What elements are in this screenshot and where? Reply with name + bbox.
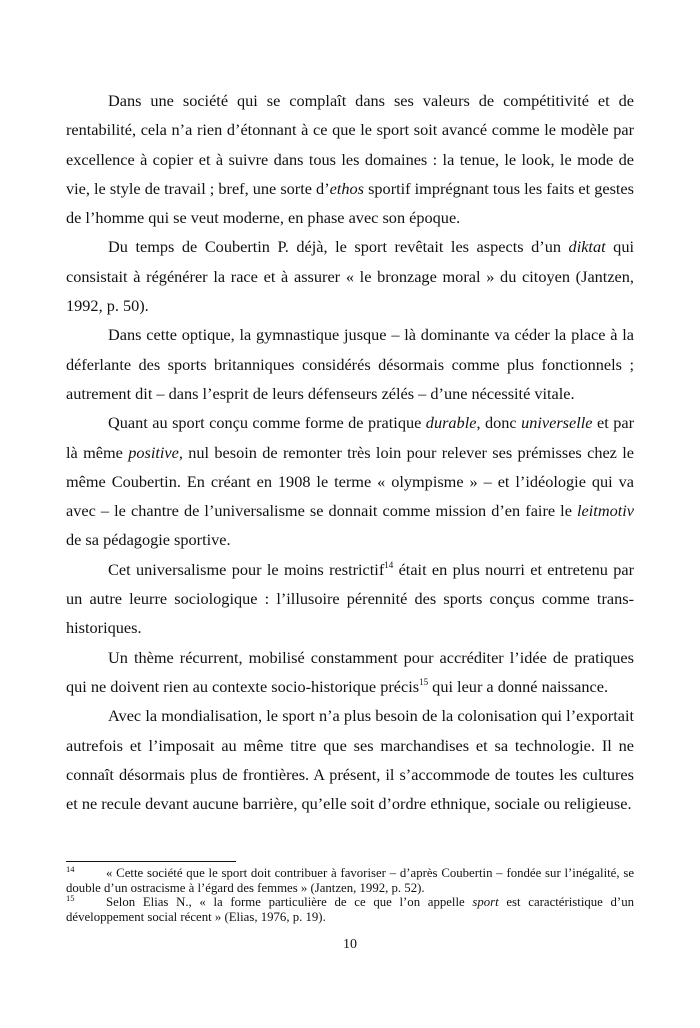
paragraph — [66, 86, 634, 232]
italic-run: positive, — [128, 442, 183, 462]
italic-run: leitmotiv — [577, 501, 634, 521]
text-run: Selon Elias N., « la forme particulière de ce que l’on appelle — [106, 895, 473, 910]
text-run: nul besoin de remonter très loin pour relever ses prémisses chez le même Coubertin. En créant en 1908 le terme « olympisme » – et l’idéologie qui va avec – le chantre de l’universalisme se donnait comme mission d’en faire le — [66, 442, 634, 521]
italic-run: durable — [425, 413, 477, 433]
text-run: était en plus nourri et entretenu par un autre leurre sociologique : l’illusoire pérennité des sports conçus comme trans-historiques. — [66, 559, 635, 638]
document-page — [66, 86, 634, 818]
text-run: de sa pédagogie sportive. — [66, 530, 231, 550]
footnotes — [66, 866, 634, 924]
italic-run: diktat — [568, 237, 606, 257]
text-run: Avec la mondialisation, le sport n’a plus besoin de la colonisation qui l’exportait autrefois et l’imposait au même titre que ses marchandises et sa technologie. Il ne connaît désormais plus de frontières. A présent, il s’accommode de toutes les cultures et ne recule devant aucune barrière, qu’elle soit d’ordre ethnique, sociale ou religieuse. — [66, 706, 634, 814]
italic-run: ethos — [329, 178, 364, 198]
footnote-separator — [66, 861, 236, 862]
text-run: « Cette société que le sport doit contribuer à favoriser – d’après Coubertin – fondée sur l’inégalité, se double d’un ostracisme à l’égard des femmes » (Jantzen, 1992, p. 52). — [66, 866, 634, 895]
footnote-reference[interactable]: 14 — [384, 559, 394, 570]
text-run: Cet universalisme pour le moins restrictif — [108, 559, 385, 579]
text-run: Dans une société qui se complaît dans ses valeurs de compétitivité et de rentabilité, cela n’a rien d’étonnant à ce que le sport soit avancé comme le modèle par excellence à copier et à suivre dans tous les domaines : la tenue, le look, le mode de vie, le style de travail ; bref, une sorte d’ — [66, 91, 634, 198]
paragraph — [66, 643, 634, 702]
footnote-reference[interactable]: 15 — [419, 676, 429, 687]
text-run: Un thème récurrent, mobilisé constamment pour accréditer l’idée de pratiques qui ne doivent rien au contexte socio-historique précis — [66, 647, 634, 696]
text-run: qui leur a donné naissance. — [428, 676, 609, 696]
italic-run: sport — [472, 895, 499, 910]
text-run: , donc — [476, 413, 522, 433]
paragraph — [66, 320, 634, 408]
footnote: 14 « Cette société que le sport doit contribuer à favoriser – d’après Coubertin – fondée sur l’inégalité, se double d’un ostracisme à l’égard des femmes » (Jantzen, 1992, p. 52). — [66, 864, 634, 895]
text-run: est caractéristique d’un développement social récent » (Elias, 1976, p. 19). — [66, 895, 634, 924]
text-run: Quant au sport conçu comme forme de pratique — [108, 413, 426, 433]
text-run: Dans cette optique, la gymnastique jusque – là dominante va céder la place à la déferlante des sports britanniques considérés désormais comme plus fonctionnels ; autrement dit – dans l’esprit de leurs défenseurs zélés – d’une nécessité vitale. — [66, 325, 634, 403]
paragraph — [66, 232, 634, 320]
text-run: sportif imprégnant tous les faits et gestes de l’homme qui se veut moderne, en phase avec son époque. — [66, 178, 634, 228]
text-run: qui consistait à régénérer la race et à assurer « le bronzage moral » du citoyen (Jantzen, 1992, p. 50). — [66, 237, 634, 316]
text-run: Du temps de Coubertin P. déjà, le sport revêtait les aspects d’un — [108, 237, 569, 257]
page-number: 10 — [343, 937, 357, 952]
italic-run: universelle — [521, 413, 593, 433]
footnote: 15 Selon Elias N., « la forme particulière de ce que l’on appelle sport est caractéristique d’un développement social récent » (Elias, 1976, p. 19). — [66, 893, 634, 924]
paragraph — [66, 555, 634, 643]
text-run: et par là même — [66, 413, 634, 462]
body-text — [66, 86, 634, 818]
paragraph — [66, 701, 634, 818]
paragraph — [66, 408, 634, 554]
